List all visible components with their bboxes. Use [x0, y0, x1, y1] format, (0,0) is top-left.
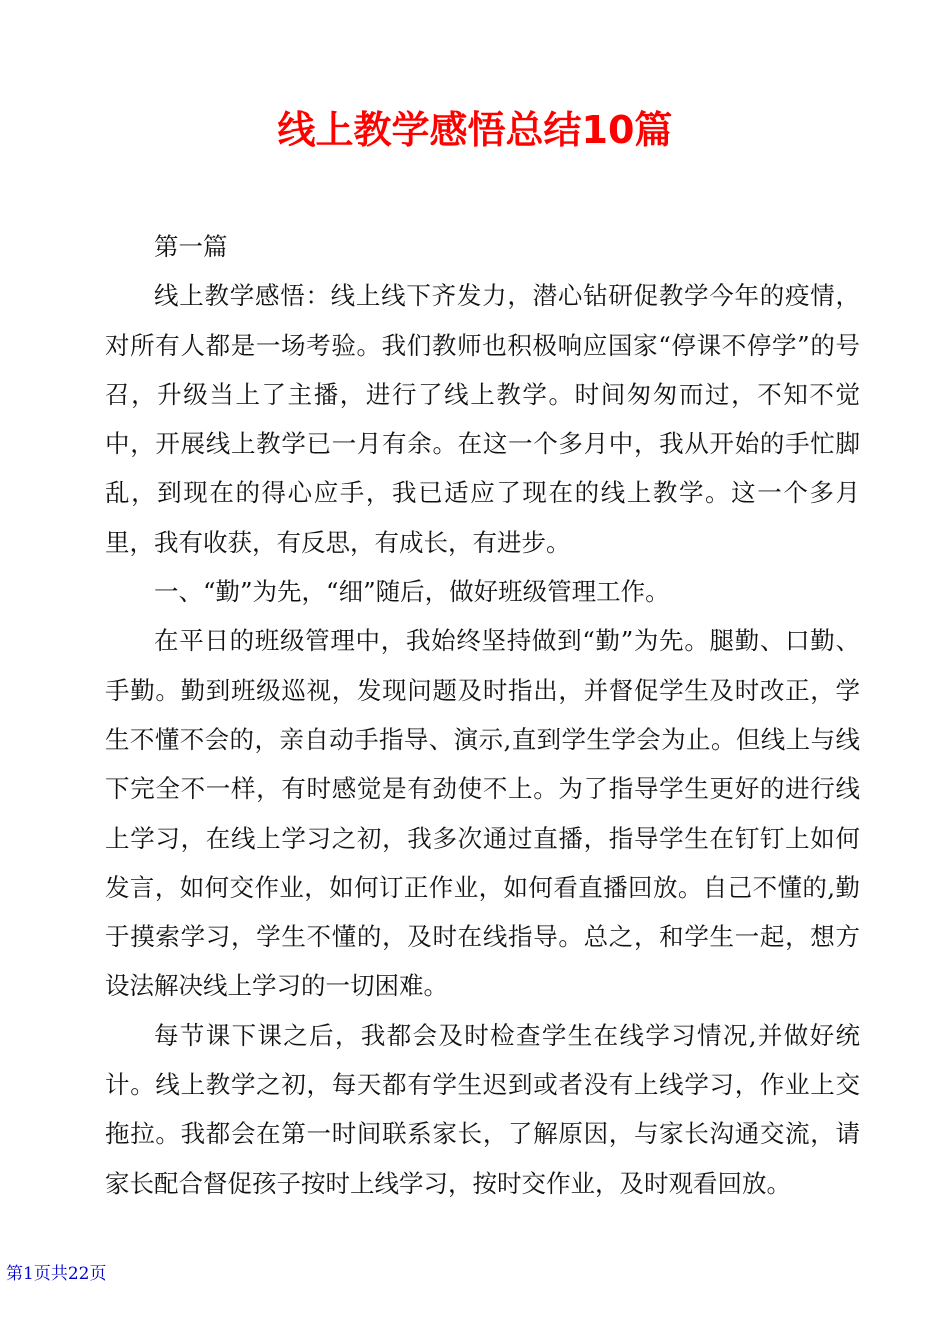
document-body — [105, 222, 860, 1208]
paragraph: 线上教学感悟：线上线下齐发力，潜心钻研促教学今年的疫情，对所有人都是一场考验。我们教师也积极响应国家“停课不停学”的号召，升级当上了主播，进行了线上教学。时间匆匆而过，不知不觉中，开展线上教学已一月有余。在这一个多月中，我从开始的手忙脚乱，到现在的得心应手，我已适应了现在的线上教学。这一个多月里，我有收获，有反思，有成长，有进步。 — [105, 281, 860, 557]
paragraph: 在平日的班级管理中，我始终坚持做到“勤”为先。腿勤、口勤、手勤。勤到班级巡视，发现问题及时指出，并督促学生及时改正，学生不懂不会的，亲自动手指导、演示,直到学生学会为止。但线上与线下完全不一样，有时感觉是有劲使不上。为了指导学生更好的进行线上学习，在线上学习之初，我多次通过直播，指导学生在钉钉上如何发言，如何交作业，如何订正作业，如何看直播回放。自己不懂的,勤于摸索学习，学生不懂的，及时在线指导。总之，和学生一起，想方设法解决线上学习的一切困难。 — [105, 626, 860, 1001]
paragraph-subheading: 一、“勤”为先，“细”随后，做好班级管理工作。 — [154, 577, 670, 607]
paragraph-section-heading: 第一篇 — [154, 232, 228, 261]
paragraph: 每节课下课之后，我都会及时检查学生在线学习情况,并做好统计。线上教学之初，每天都有学生迟到或者没有上线学习，作业上交拖拉。我都会在第一时间联系家长，了解原因，与家长沟通交流，请家长配合督促孩子按时上线学习，按时交作业，及时观看回放。 — [105, 1020, 860, 1198]
page-title: 线上教学感悟总结10篇 — [277, 108, 673, 152]
page-number-footer: 第1页共22页 — [6, 1264, 107, 1284]
